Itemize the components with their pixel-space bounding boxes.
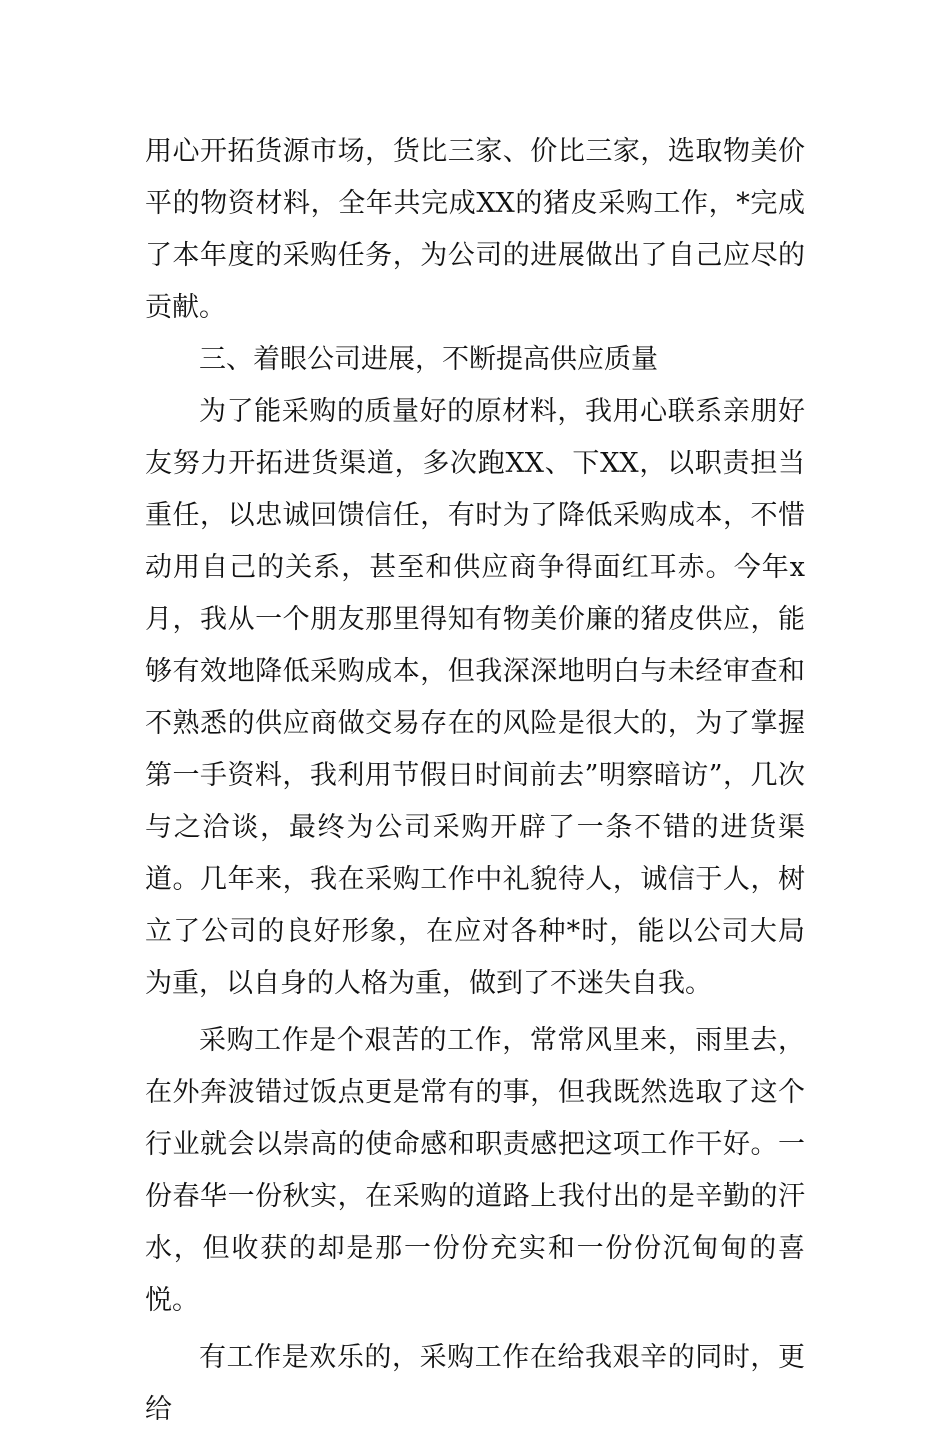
paragraph-continuation: 用心开拓货源市场，货比三家、价比三家，选取物美价平的物资材料，全年共完成XX的猪皮采购工作，*完成了本年度的采购任务，为公司的进展做出了自己应尽的贡献。 <box>145 136 805 323</box>
paragraph: 采购工作是个艰苦的工作，常常风里来，雨里去，在外奔波错过饭点更是常有的事，但我既然选取了这个行业就会以崇高的使命感和职责感把这项工作干好。一份春华一份秋实，在采购的道路上我付出的是辛勤的汗水，但收获的却是那一份份充实和一份份沉甸甸的喜悦。 <box>145 1025 805 1316</box>
paragraph: 为了能采购的质量好的原材料，我用心联系亲朋好友努力开拓进货渠道，多次跑XX、下XX，以职责担当重任，以忠诚回馈信任，有时为了降低采购成本，不惜动用自己的关系，甚至和供应商争得面红耳赤。今年x月，我从一个朋友那里得知有物美价廉的猪皮供应，能够有效地降低采购成本，但我深深地明白与未经审查和不熟悉的供应商做交易存在的风险是很大的，为了掌握第一手资料，我利用节假日时间前去”明察暗访”，几次与之洽谈，最终为公司采购开辟了一条不错的进货渠道。几年来，我在采购工作中礼貌待人，诚信于人，树立了公司的良好形象，在应对各种*时，能以公司大局为重，以自身的人格为重，做到了不迷失自我。 <box>145 396 805 999</box>
document-body <box>145 126 805 1436</box>
section-heading: 三、着眼公司进展，不断提高供应质量 <box>199 344 658 375</box>
paragraph: 有工作是欢乐的，采购工作在给我艰辛的同时，更给 <box>145 1342 805 1425</box>
